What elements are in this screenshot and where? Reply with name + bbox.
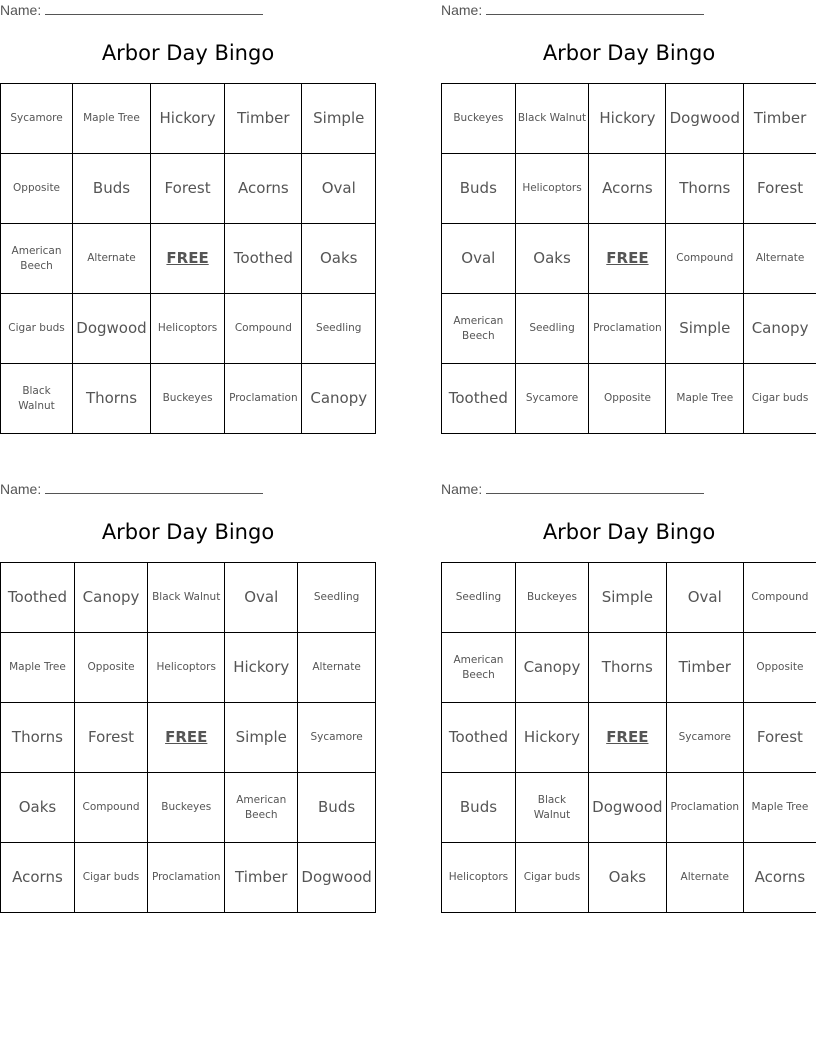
bingo-grid bbox=[0, 562, 376, 913]
name-label: Name: bbox=[0, 481, 42, 497]
name-field[interactable] bbox=[0, 2, 263, 18]
bingo-cell: Opposite bbox=[74, 633, 147, 703]
bingo-cell: Hickory bbox=[515, 703, 588, 773]
bingo-cell: Thorns bbox=[73, 364, 151, 434]
bingo-cell: Seedling bbox=[515, 294, 589, 364]
free-space: FREE bbox=[589, 224, 666, 294]
bingo-row bbox=[1, 224, 376, 294]
bingo-cell: Alternate bbox=[73, 224, 151, 294]
name-blank[interactable] bbox=[45, 2, 263, 15]
bingo-row bbox=[1, 633, 376, 703]
bingo-row bbox=[442, 773, 816, 843]
bingo-cell: American Beech bbox=[442, 633, 516, 703]
bingo-cell: Buckeyes bbox=[515, 563, 588, 633]
bingo-cell: Forest bbox=[74, 703, 147, 773]
bingo-row bbox=[442, 84, 816, 154]
bingo-cell: Proclamation bbox=[148, 843, 225, 913]
bingo-cell: Compound bbox=[225, 294, 302, 364]
bingo-cell: Compound bbox=[743, 563, 816, 633]
bingo-cell: Dogwood bbox=[666, 84, 744, 154]
bingo-cell: Compound bbox=[74, 773, 147, 843]
bingo-cell: Acorns bbox=[743, 843, 816, 913]
bingo-cell: Timber bbox=[225, 84, 302, 154]
bingo-cell: Toothed bbox=[442, 703, 516, 773]
bingo-cell: Forest bbox=[744, 154, 816, 224]
bingo-cell: Simple bbox=[666, 294, 744, 364]
bingo-cell: Maple Tree bbox=[743, 773, 816, 843]
bingo-cell: Sycamore bbox=[515, 364, 589, 434]
bingo-cell: Thorns bbox=[666, 154, 744, 224]
bingo-cell: Buds bbox=[442, 773, 516, 843]
bingo-cell: Buckeyes bbox=[150, 364, 224, 434]
bingo-row bbox=[442, 633, 816, 703]
bingo-row bbox=[1, 294, 376, 364]
bingo-cell: Seedling bbox=[298, 563, 376, 633]
bingo-grid bbox=[441, 83, 816, 434]
bingo-cell: Canopy bbox=[515, 633, 588, 703]
name-blank[interactable] bbox=[486, 481, 704, 494]
bingo-cell: Helicoptors bbox=[148, 633, 225, 703]
card-title: Arbor Day Bingo bbox=[542, 520, 716, 544]
bingo-cell: Thorns bbox=[588, 633, 666, 703]
bingo-cell: Buckeyes bbox=[442, 84, 516, 154]
bingo-cell: Oaks bbox=[1, 773, 75, 843]
name-label: Name: bbox=[441, 2, 483, 18]
bingo-cell: Forest bbox=[150, 154, 224, 224]
bingo-cell: Thorns bbox=[1, 703, 75, 773]
bingo-row bbox=[1, 364, 376, 434]
bingo-row bbox=[442, 364, 816, 434]
bingo-cell: Dogwood bbox=[298, 843, 376, 913]
bingo-cell: Forest bbox=[743, 703, 816, 773]
bingo-cell: Proclamation bbox=[666, 773, 743, 843]
bingo-cell: Seedling bbox=[302, 294, 376, 364]
bingo-cell: Cigar buds bbox=[744, 364, 816, 434]
name-field[interactable] bbox=[0, 481, 263, 497]
bingo-cell: Sycamore bbox=[298, 703, 376, 773]
bingo-row bbox=[1, 84, 376, 154]
bingo-cell: Hickory bbox=[150, 84, 224, 154]
bingo-cell: American Beech bbox=[442, 294, 516, 364]
bingo-row bbox=[442, 224, 816, 294]
bingo-cell: Proclamation bbox=[589, 294, 666, 364]
free-space: FREE bbox=[588, 703, 666, 773]
bingo-cell: Cigar buds bbox=[1, 294, 73, 364]
bingo-cell: Timber bbox=[744, 84, 816, 154]
bingo-cell: Oval bbox=[302, 154, 376, 224]
bingo-row bbox=[442, 154, 816, 224]
bingo-row bbox=[442, 294, 816, 364]
bingo-cell: Canopy bbox=[74, 563, 147, 633]
bingo-cell: Toothed bbox=[225, 224, 302, 294]
bingo-cell: American Beech bbox=[1, 224, 73, 294]
card-title: Arbor Day Bingo bbox=[101, 41, 275, 65]
bingo-cell: Sycamore bbox=[1, 84, 73, 154]
bingo-cell: Cigar buds bbox=[74, 843, 147, 913]
bingo-cell: Opposite bbox=[589, 364, 666, 434]
bingo-cell: Simple bbox=[225, 703, 298, 773]
bingo-cell: Black Walnut bbox=[148, 563, 225, 633]
name-blank[interactable] bbox=[486, 2, 704, 15]
bingo-cell: Oval bbox=[666, 563, 743, 633]
card-title: Arbor Day Bingo bbox=[542, 41, 716, 65]
name-field[interactable] bbox=[441, 2, 704, 18]
bingo-cell: Maple Tree bbox=[666, 364, 744, 434]
bingo-row bbox=[1, 154, 376, 224]
bingo-row bbox=[1, 843, 376, 913]
free-space: FREE bbox=[150, 224, 224, 294]
name-label: Name: bbox=[0, 2, 42, 18]
bingo-grid bbox=[441, 562, 816, 913]
bingo-cell: Oaks bbox=[588, 843, 666, 913]
bingo-cell: Black Walnut bbox=[515, 84, 589, 154]
bingo-cell: Helicoptors bbox=[150, 294, 224, 364]
bingo-cell: Toothed bbox=[442, 364, 516, 434]
bingo-cell: Opposite bbox=[743, 633, 816, 703]
bingo-cell: Acorns bbox=[225, 154, 302, 224]
bingo-row bbox=[1, 703, 376, 773]
bingo-cell: Simple bbox=[588, 563, 666, 633]
bingo-cell: Acorns bbox=[1, 843, 75, 913]
bingo-cell: Alternate bbox=[298, 633, 376, 703]
bingo-row bbox=[1, 563, 376, 633]
bingo-cell: Toothed bbox=[1, 563, 75, 633]
bingo-cell: Oaks bbox=[515, 224, 589, 294]
bingo-cell: Black Walnut bbox=[515, 773, 588, 843]
card-title: Arbor Day Bingo bbox=[101, 520, 275, 544]
bingo-cell: Canopy bbox=[744, 294, 816, 364]
bingo-cell: Compound bbox=[666, 224, 744, 294]
bingo-cell: Buckeyes bbox=[148, 773, 225, 843]
bingo-cell: Oaks bbox=[302, 224, 376, 294]
bingo-cell: Buds bbox=[73, 154, 151, 224]
bingo-row bbox=[442, 563, 816, 633]
bingo-cell: Canopy bbox=[302, 364, 376, 434]
name-field[interactable] bbox=[441, 481, 704, 497]
bingo-cell: Oval bbox=[225, 563, 298, 633]
name-blank[interactable] bbox=[45, 481, 263, 494]
bingo-cell: Buds bbox=[298, 773, 376, 843]
bingo-cell: Acorns bbox=[589, 154, 666, 224]
bingo-grid bbox=[0, 83, 376, 434]
free-space: FREE bbox=[148, 703, 225, 773]
bingo-cell: Hickory bbox=[589, 84, 666, 154]
bingo-cell: Seedling bbox=[442, 563, 516, 633]
bingo-cell: Dogwood bbox=[588, 773, 666, 843]
bingo-cell: Oval bbox=[442, 224, 516, 294]
bingo-cell: Maple Tree bbox=[73, 84, 151, 154]
bingo-cell: Timber bbox=[666, 633, 743, 703]
bingo-cell: Black Walnut bbox=[1, 364, 73, 434]
bingo-cell: Helicoptors bbox=[515, 154, 589, 224]
bingo-cell: Cigar buds bbox=[515, 843, 588, 913]
bingo-cell: Helicoptors bbox=[442, 843, 516, 913]
bingo-cell: Proclamation bbox=[225, 364, 302, 434]
bingo-row bbox=[442, 703, 816, 773]
bingo-cell: Simple bbox=[302, 84, 376, 154]
bingo-row bbox=[442, 843, 816, 913]
bingo-cell: Opposite bbox=[1, 154, 73, 224]
bingo-cell: Hickory bbox=[225, 633, 298, 703]
bingo-cell: Maple Tree bbox=[1, 633, 75, 703]
bingo-cell: Dogwood bbox=[73, 294, 151, 364]
bingo-row bbox=[1, 773, 376, 843]
bingo-cell: Buds bbox=[442, 154, 516, 224]
bingo-cell: Alternate bbox=[744, 224, 816, 294]
name-label: Name: bbox=[441, 481, 483, 497]
bingo-cell: American Beech bbox=[225, 773, 298, 843]
bingo-cell: Sycamore bbox=[666, 703, 743, 773]
bingo-cell: Alternate bbox=[666, 843, 743, 913]
bingo-cell: Timber bbox=[225, 843, 298, 913]
